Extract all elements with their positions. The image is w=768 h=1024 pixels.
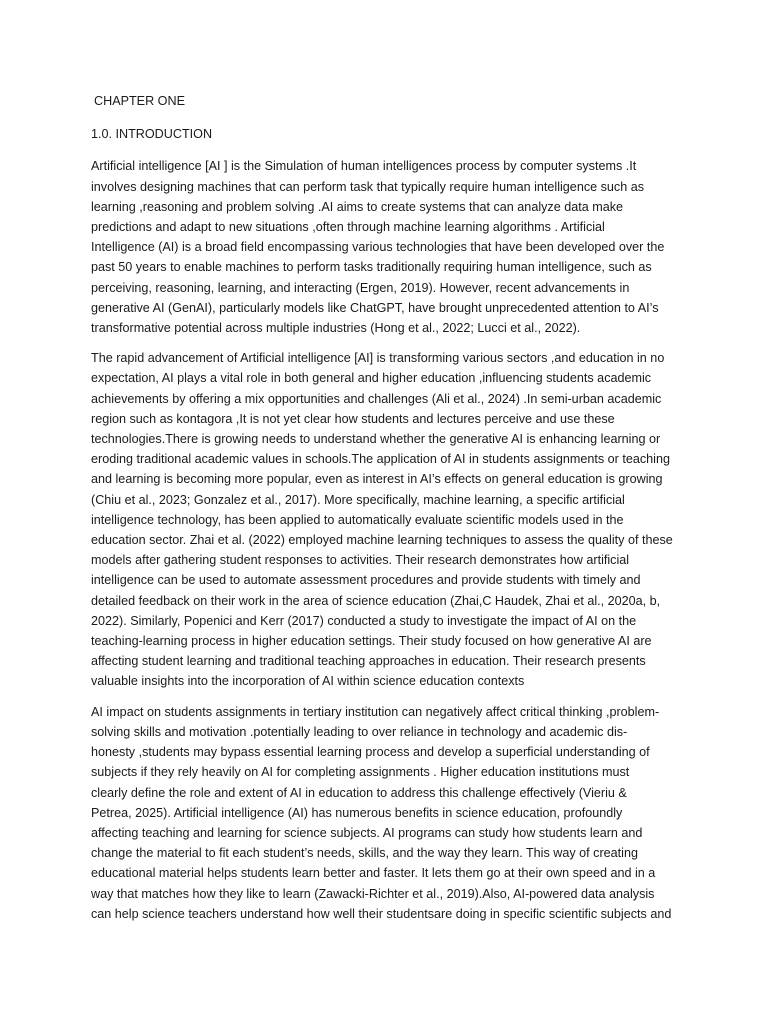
paragraph-line: The rapid advancement of Artificial intelligence [AI] is transforming various sectors ,and education in no (91, 351, 665, 366)
paragraph-line: affecting teaching and learning for science subjects. AI programs can study how students learn and (91, 825, 643, 840)
paragraph-line: AI impact on students assignments in tertiary institution can negatively affect critical thinking ,problem- (91, 704, 660, 719)
paragraph-line: education sector. Zhai et al. (2022) employed machine learning techniques to assess the quality of these (91, 533, 673, 548)
paragraph-line: achievements by offering a mix opportunities and challenges (Ali et al., 2024) .In semi-urban academic (91, 391, 662, 406)
paragraph-line: intelligence can be used to automate assessment procedures and provide students with timely and (91, 573, 641, 588)
paragraph-line: involves designing machines that can perform task that typically require human intelligence such as (91, 179, 645, 194)
paragraph-line: transformative potential across multiple industries (Hong et al., 2022; Lucci et al., 2022). (91, 321, 581, 336)
paragraph-line: perceiving, reasoning, learning, and interacting (Ergen, 2019). However, recent advancements in (91, 280, 630, 295)
paragraph-line: Intelligence (AI) is a broad field encompassing various technologies that have been developed over the (91, 240, 665, 255)
chapter-heading: CHAPTER ONE (94, 94, 185, 108)
paragraph-line: past 50 years to enable machines to perform tasks traditionally requiring human intelligence, such as (91, 260, 652, 275)
body-paragraph (91, 348, 679, 691)
paragraph-line: detailed feedback on their work in the area of science education (Zhai,C Haudek, Zhai et al., 2020a, b, (91, 593, 661, 608)
paragraph-line: eroding traditional academic values in schools.The application of AI in students assignments or teaching (91, 452, 670, 467)
document-body (91, 91, 679, 934)
paragraph-line: technologies.There is growing needs to understand whether the generative AI is enhancing learning or (91, 432, 661, 447)
paragraph-line: intelligence technology, has been applied to automatically evaluate scientific models used in the (91, 512, 624, 527)
paragraph-line: models after gathering student responses to activities. Their research demonstrates how artificial (91, 553, 630, 568)
paragraph-line: educational material helps students learn better and faster. It lets them go at their own speed and in a (91, 866, 656, 881)
paragraph-line: generative AI (GenAI), particularly models like ChatGPT, have brought unprecedented attention to AI’s (91, 300, 659, 315)
paragraph-line: Artificial intelligence [AI ] is the Simulation of human intelligences process by computer systems .It (91, 159, 637, 174)
paragraph-line: clearly define the role and extent of AI in education to address this challenge effectively (Vieriu & (91, 785, 627, 800)
paragraph-line: predictions and adapt to new situations ,often through machine learning algorithms . Artificial (91, 220, 605, 235)
paragraph-line: teaching-learning process in higher education settings. Their study focused on how generative AI are (91, 634, 652, 649)
paragraph-line: way that matches how they like to learn (Zawacki-Richter et al., 2019).Also, AI-powered data analysis (91, 886, 655, 901)
paragraph-line: 2022). Similarly, Popenici and Kerr (2017) conducted a study to investigate the impact of AI on the (91, 613, 637, 628)
paragraph-line: and learning is becoming more popular, even as interest in AI’s effects on general education is growing (91, 472, 663, 487)
paragraphs-container (91, 156, 679, 924)
paragraph-line: subjects if they rely heavily on AI for completing assignments . Higher education institutions must (91, 765, 630, 780)
paragraph-line: honesty ,students may bypass essential learning process and develop a superficial understanding of (91, 745, 650, 760)
body-paragraph (91, 702, 679, 924)
paragraph-line: solving skills and motivation .potentially leading to over reliance in technology and academic dis- (91, 724, 628, 739)
paragraph-line: Petrea, 2025). Artificial intelligence (AI) has numerous benefits in science education, profoundly (91, 805, 623, 820)
paragraph-line: expectation, AI plays a vital role in both general and higher education ,influencing students academic (91, 371, 652, 386)
paragraph-line: learning ,reasoning and problem solving .AI aims to create systems that can analyze data make (91, 199, 624, 214)
paragraph-line: valuable insights into the incorporation of AI within science education contexts (91, 674, 525, 689)
paragraph-line: region such as kontagora ,It is not yet clear how students and lectures perceive and use these (91, 411, 615, 426)
section-heading: 1.0. INTRODUCTION (91, 127, 213, 142)
body-paragraph (91, 156, 679, 338)
paragraph-line: change the material to fit each student’s needs, skills, and the way they learn. This way of creating (91, 846, 638, 861)
paragraph-line: (Chiu et al., 2023; Gonzalez et al., 2017). More specifically, machine learning, a specific artificial (91, 492, 625, 507)
paragraph-line: affecting student learning and traditional teaching approaches in education. Their research presents (91, 654, 646, 669)
paragraph-line: can help science teachers understand how well their studentsare doing in specific scientific subjects and (91, 906, 672, 921)
